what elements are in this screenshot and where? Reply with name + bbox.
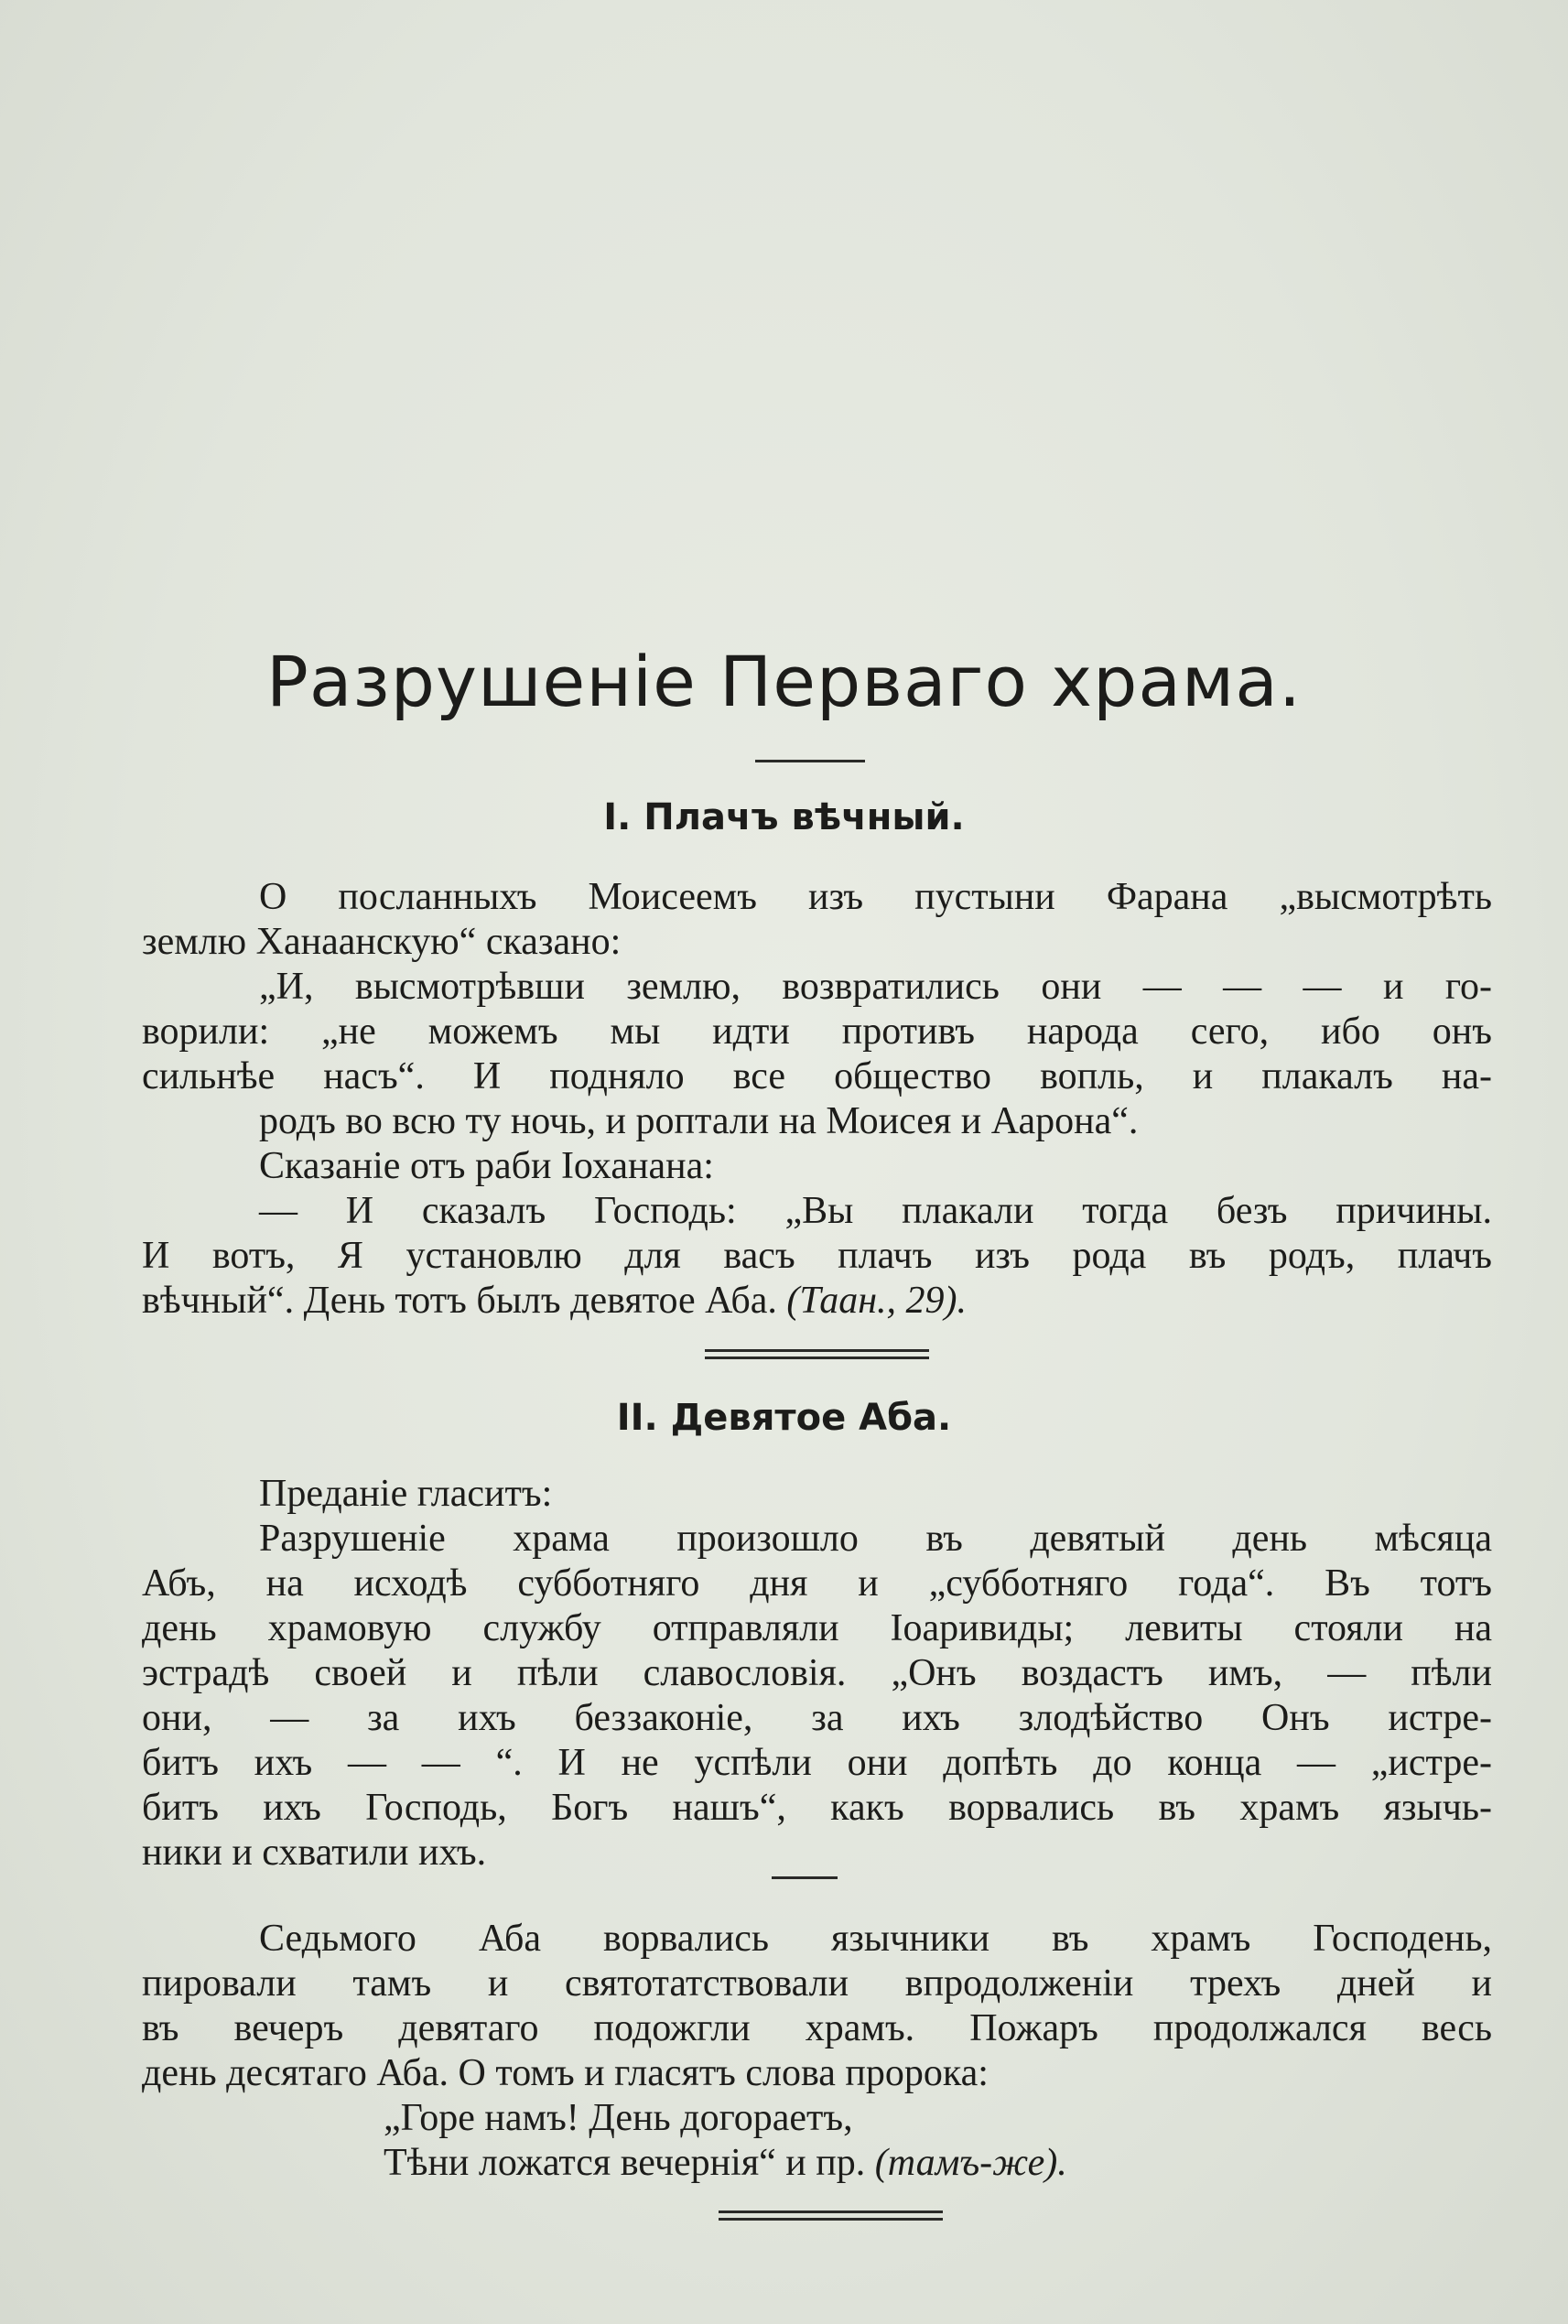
verse-line-body: Тѣни ложатся вечернія“ и пр. [384,2142,875,2184]
text-line: — И сказалъ Господь: „Вы плакали тогда безъ причины. [259,1190,1492,1232]
text-line: сильнѣе насъ“. И подняло все общество вопль, и плакалъ на- [142,1055,1492,1097]
text-line: день десятаго Аба. О томъ и гласятъ слова пророка: [142,2052,989,2094]
text-line: день храмовую службу отправляли Іоаривиды; левиты стояли на [142,1607,1492,1649]
text-line: И вотъ, Я установлю для васъ плачъ изъ рода въ родъ, плачъ [142,1235,1492,1277]
text-line: Абъ, на исходѣ субботняго дня и „субботняго года“. Въ тотъ [142,1562,1492,1605]
citation: (Таан., 29). [786,1280,968,1322]
closing-divider [719,2211,943,2221]
section-1-body [142,875,1492,1324]
text-line: ники и схватили ихъ. [142,1832,487,1874]
text-line: „И, высмотрѣвши землю, возвратились они — — — и го- [259,966,1492,1008]
text-line: битъ ихъ Господь, Богъ нашъ“, какъ ворвались въ храмъ язычь- [142,1787,1492,1829]
text-line: Сказаніе отъ раби Іоханана: [259,1145,714,1187]
text-line: родъ во всю ту ночь, и роптали на Моисея и Аарона“. [259,1100,1139,1142]
paragraph-divider [772,1876,838,1879]
text-line-body: вѣчный“. День тотъ былъ девятое Аба. [142,1280,787,1322]
text-line: битъ ихъ — — “. И не успѣли они допѣть до конца — „истре- [142,1742,1492,1784]
section-2-heading: II. Девятое Аба. [616,1397,952,1439]
verse-line [142,2141,1492,2186]
title-divider [755,760,865,762]
section-1-heading: I. Плачъ вѣчный. [603,796,965,838]
text-line: Разрушеніе храма произошло въ девятый день мѣсяца [259,1518,1492,1560]
verse-line: „Горе намъ! День догораетъ, [384,2097,853,2139]
text-line: пировали тамъ и святотатствовали впродолженіи трехъ дней и [142,1962,1492,2005]
text-line: Седьмого Аба ворвались язычники въ храмъ Господень, [259,1918,1492,1960]
section-divider [705,1349,929,1359]
page-title: Разрушеніе Перваго храма. [265,641,1302,722]
text-line: землю Ханаанскую“ сказано: [142,921,622,963]
text-line: они, — за ихъ беззаконіе, за ихъ злодѣйство Онъ истре- [142,1697,1492,1739]
section-2-body [142,1472,1492,1875]
text-line: эстрадѣ своей и пѣли славословія. „Онъ воздастъ имъ, — пѣли [142,1652,1492,1694]
text-line [142,1279,1492,1324]
citation: (тамъ-же). [874,2142,1067,2184]
text-line: О посланныхъ Моисеемъ изъ пустыни Фарана „высмотрѣть [259,876,1492,918]
text-line: въ вечеръ девятаго подожгли храмъ. Пожаръ продолжался весь [142,2007,1492,2049]
text-line: ворили: „не можемъ мы идти противъ народа сего, ибо онъ [142,1011,1492,1053]
text-line: Преданіе гласитъ: [259,1473,553,1515]
section-2-body-continued [142,1917,1492,2186]
